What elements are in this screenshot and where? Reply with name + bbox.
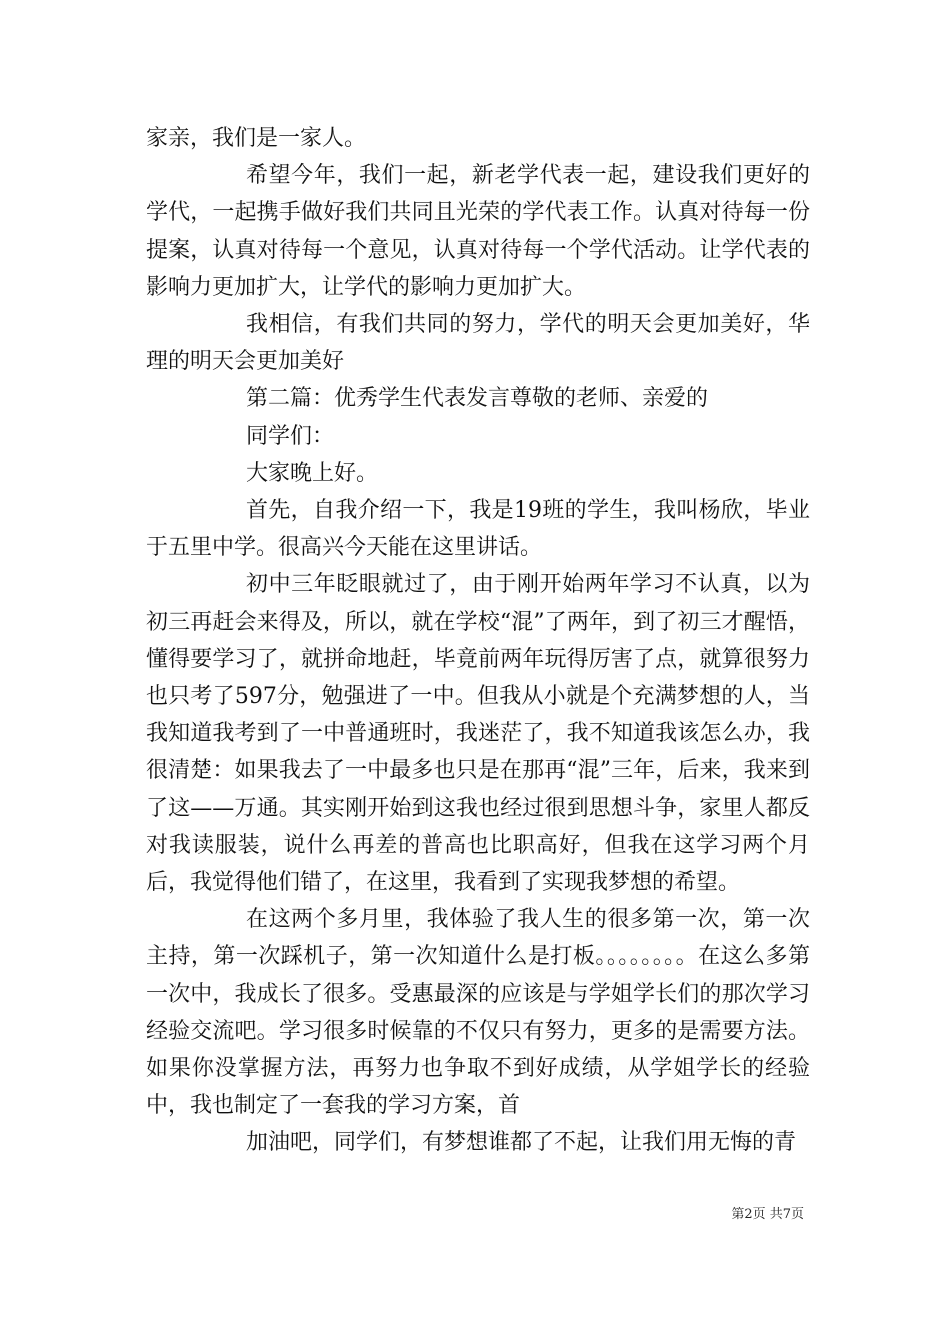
paragraph-good-evening: 大家晚上好。 xyxy=(246,460,379,486)
paragraph-belief: 我相信，有我们共同的努力，学代的明天会更加美好，华理的明天会更加美好 xyxy=(146,312,810,375)
paragraph-continuation: 家亲，我们是一家人。 xyxy=(146,126,367,151)
paragraph-first-times: 在这两个多月里，我体验了我人生的很多第一次，第一次主持，第一次踩机子，第一次知道什么是打板。。。。。。。。在这么多第一次中，我成长了很多。受惠最深的应该是与学姐学长们的那次学习经验交流吧。学习很多时候靠的不仅只有努力，更多的是需要方法。如果你没掌握方法，再努力也争取不到好成绩，从学姐学长的经验中，我也制定了一套我的学习方案，首 xyxy=(146,907,810,1119)
section-heading: 第二篇：优秀学生代表发言尊敬的老师、亲爱的 xyxy=(246,386,709,412)
paragraph-hope: 希望今年，我们一起，新老学代表一起，建设我们更好的学代，一起携手做好我们共同且光荣的学代表工作。认真对待每一份提案，认真对待每一个意见，认真对待每一个学代活动。让学代表的影响力更加扩大，让学代的影响力更加扩大。 xyxy=(146,163,810,300)
paragraph-closing: 加油吧，同学们，有梦想谁都了不起，让我们用无悔的青 xyxy=(246,1130,797,1156)
paragraph-greeting-classmates: 同学们： xyxy=(246,423,335,449)
document-body xyxy=(146,120,810,1162)
paragraph-junior-high: 初中三年眨眼就过了，由于刚开始两年学习不认真，以为初三再赶会来得及，所以，就在学校“混”了两年，到了初三才醒悟，懂得要学习了，就拼命地赶，毕竟前两年玩得厉害了点，就算很努力也只考了597分，勉强进了一中。但我从小就是个充满梦想的人，当我知道我考到了一中普通班时，我迷茫了，我不知道我该怎么办，我很清楚：如果我去了一中最多也只是在那再“混”三年，后来，我来到了这——万通。其实刚开始到这我也经过很到思想斗争，家里人都反对我读服装，说什么再差的普高也比职高好，但我在这学习两个月后，我觉得他们错了，在这里，我看到了实现我梦想的希望。 xyxy=(146,572,810,896)
page-number-footer: 第2页 共7页 xyxy=(731,1207,804,1222)
paragraph-self-intro: 首先，自我介绍一下，我是19班的学生，我叫杨欣，毕业于五里中学。很高兴今天能在这里讲话。 xyxy=(146,498,810,561)
